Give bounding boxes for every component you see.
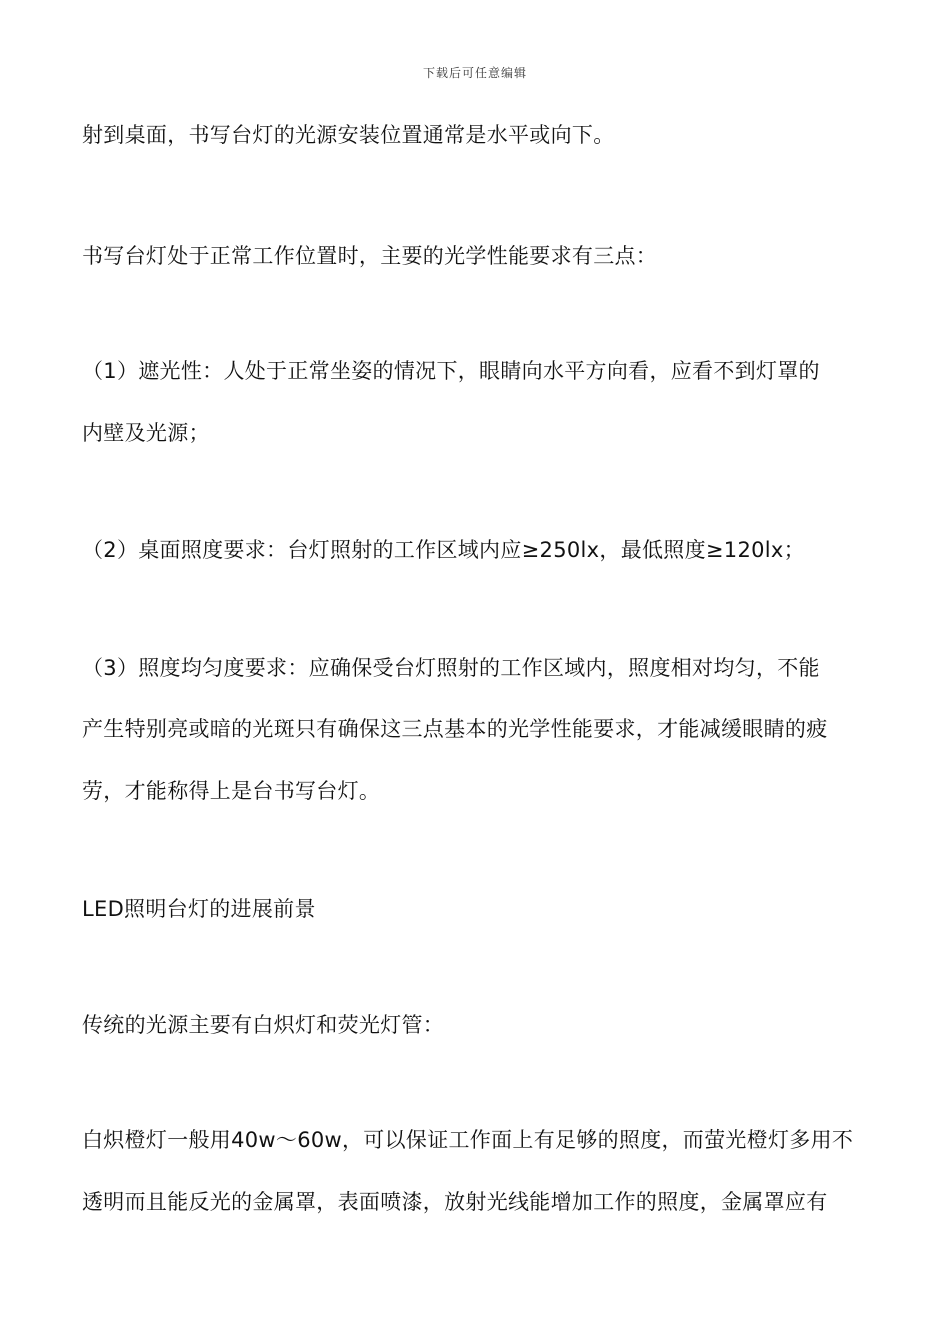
paragraph-line: 传统的光源主要有白炽灯和荧光灯管：: [82, 1013, 445, 1037]
paragraph-line: 劳，才能称得上是台书写台灯。: [82, 779, 381, 803]
paragraph-line: 透明而且能反光的金属罩，表面喷漆，放射光线能增加工作的照度，金属罩应有: [82, 1190, 828, 1214]
paragraph-line: （3）照度均匀度要求：应确保受台灯照射的工作区域内，照度相对均匀，不能: [82, 656, 820, 680]
page-header: 下载后可任意编辑: [422, 66, 527, 80]
section-heading: LED照明台灯的进展前景: [82, 897, 316, 921]
paragraph-line: 书写台灯处于正常工作位置时，主要的光学性能要求有三点：: [82, 244, 658, 268]
paragraph-line: 白炽橙灯一般用40w～60w，可以保证工作面上有足够的照度，而萤光橙灯多用不: [82, 1128, 854, 1152]
paragraph-line: 射到桌面，书写台灯的光源安装位置通常是水平或向下。: [82, 123, 615, 147]
paragraph-line: 产生特别亮或暗的光斑只有确保这三点基本的光学性能要求，才能减缓眼睛的疲: [82, 717, 828, 741]
paragraph-line: （2）桌面照度要求：台灯照射的工作区域内应≥250lx，最低照度≥120lx；: [82, 538, 805, 562]
paragraph-line: （1）遮光性：人处于正常坐姿的情况下，眼睛向水平方向看，应看不到灯罩的: [82, 359, 820, 383]
paragraph-line: 内壁及光源；: [82, 421, 210, 445]
